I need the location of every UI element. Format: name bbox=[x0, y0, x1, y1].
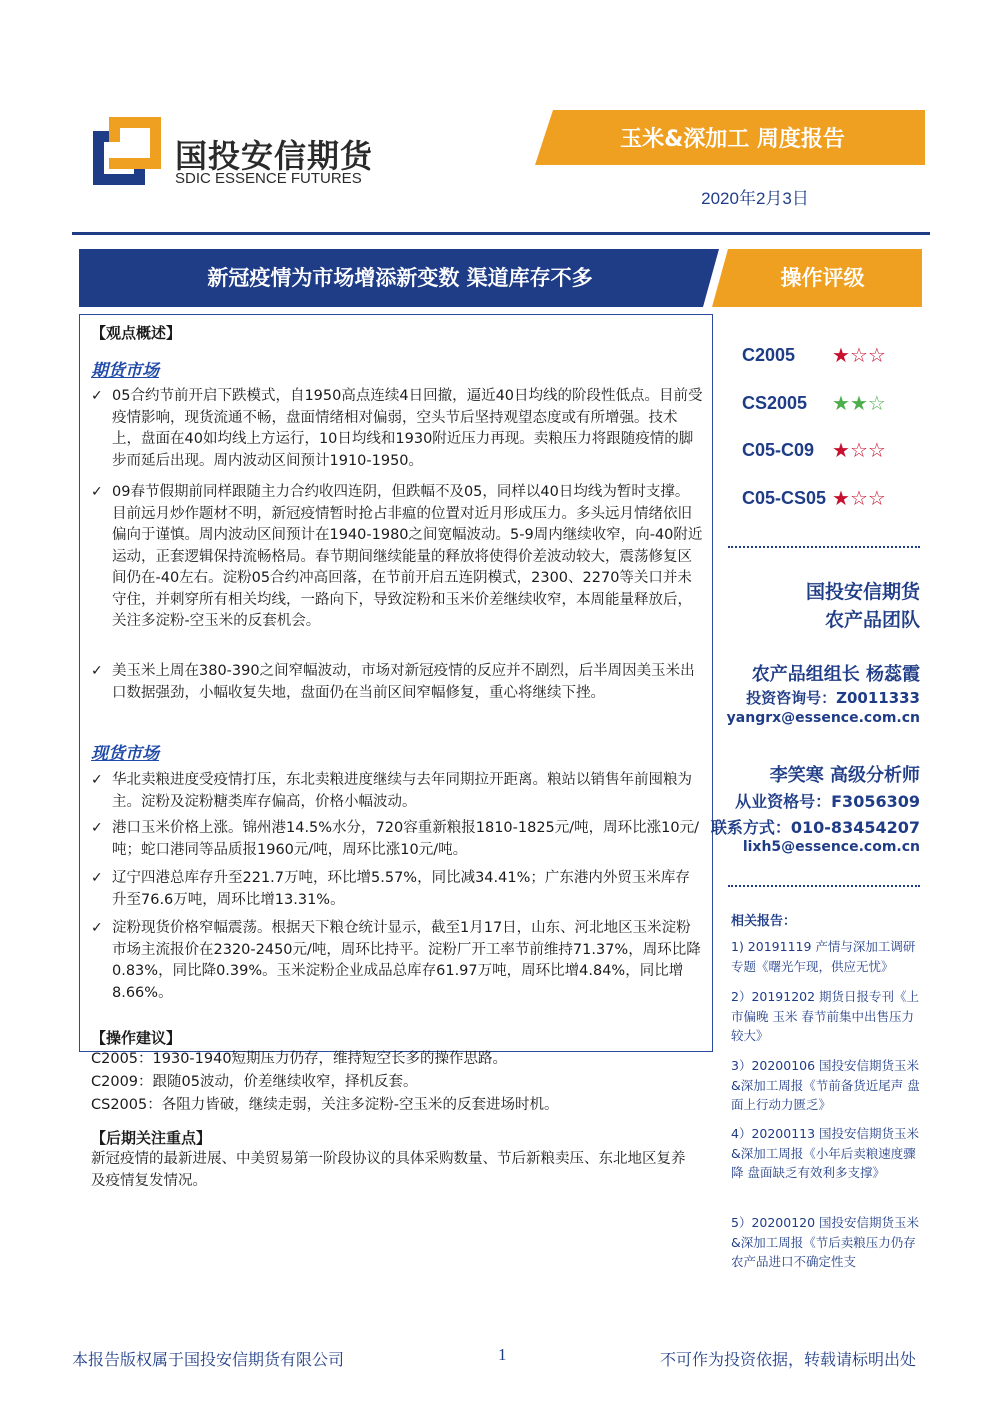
check-icon: ✓ bbox=[91, 920, 103, 936]
logo-text-en: SDIC ESSENCE FUTURES bbox=[175, 170, 362, 187]
operation-item: CS2005：各阻力皆破，继续走弱，关注多淀粉-空玉米的反套进场时机。 bbox=[91, 1097, 559, 1113]
star-empty-icon: ☆ bbox=[867, 391, 886, 415]
check-icon: ✓ bbox=[91, 870, 103, 886]
futures-bullet: ✓ 09春节假期前同样跟随主力合约收四连阴，但跌幅不及05，同样以40日均线为暂时支撑。目前远月炒作题材不明，新冠疫情暂时抢占非瘟的位置对近月形成压力。多头远月情绪依旧偏向于谨慎。周内波动区间预计在1940-1980之间宽幅波动。5-9周内继续收窄，向-40附近运动，正套逻辑保持流畅格局。春节期间继续能量的释放将使得价差波动较大，震荡修复区间仍在-40左右。淀粉05合约冲高回落，在节前开启五连阴模式，2300、2270等关口并未守住，并刺穿所有相关均线，一路向下，导致淀粉和玉米价差继续收窄，本周能量释放后，关注多淀粉-空玉米的反套机会。 bbox=[91, 484, 703, 629]
dotted-divider bbox=[728, 885, 920, 887]
star-filled-icon: ★ bbox=[832, 343, 850, 367]
operation-item: C2005：1930-1940短期压力仍存，维持短空长多的操作思路。 bbox=[91, 1051, 508, 1067]
star-empty-icon: ☆ bbox=[867, 438, 886, 462]
star-filled-icon: ★ bbox=[832, 391, 850, 415]
spot-bullet: ✓ 港口玉米价格上涨。锦州港14.5%水分，720容重新粮报1810-1825元/吨，周环比涨10元/吨；蛇口港同等品质报1960元/吨，周环比涨10元/吨。 bbox=[91, 820, 699, 858]
check-icon: ✓ bbox=[91, 820, 103, 836]
related-report-item[interactable]: 5）20200120 国投安信期货玉米&深加工周报《节后卖粮压力仍存 农产品进口不确定性支 bbox=[731, 1215, 920, 1269]
star-empty-icon: ☆ bbox=[867, 343, 886, 367]
analyst2-phone: 联系方式：010-83454207 bbox=[710, 818, 920, 837]
analyst2-title: 李笑寒 高级分析师 bbox=[769, 765, 920, 786]
related-report-item[interactable]: 4）20200113 国投安信期货玉米&深加工周报《小年后卖粮速度骤降 盘面缺乏有效利多支撑》 bbox=[731, 1126, 920, 1180]
star-empty-icon: ☆ bbox=[867, 486, 886, 510]
rating-stars bbox=[832, 391, 886, 415]
analyst2-cert: 从业资格号：F3056309 bbox=[735, 792, 920, 811]
analyst1-cert: 投资咨询号：Z0011333 bbox=[746, 689, 920, 707]
spot-market-heading: 现货市场 bbox=[91, 744, 159, 763]
futures-market-heading: 期货市场 bbox=[91, 361, 159, 380]
analyst1-title: 农产品组组长 杨蕊霞 bbox=[751, 664, 920, 685]
footer-copyright: 本报告版权属于国投安信期货有限公司 bbox=[72, 1350, 345, 1369]
logo-text-cn: 国投安信期货 bbox=[175, 137, 374, 175]
operation-item: C2009：跟随05波动，价差继续收窄，择机反套。 bbox=[91, 1074, 418, 1090]
related-reports-heading: 相关报告： bbox=[731, 914, 797, 929]
report-date: 2020年2月3日 bbox=[701, 189, 809, 208]
rating-stars bbox=[832, 343, 886, 367]
focus-heading: 【后期关注重点】 bbox=[91, 1129, 212, 1147]
related-report-item[interactable]: 1) 20191119 产情与深加工调研专题《曙光乍现，供应无忧》 bbox=[731, 939, 916, 974]
star-filled-icon: ★ bbox=[832, 438, 850, 462]
operation-heading: 【操作建议】 bbox=[91, 1029, 182, 1047]
related-report-item[interactable]: 3）20200106 国投安信期货玉米&深加工周报《节前备货近尾声 盘面上行动力匮乏》 bbox=[731, 1058, 920, 1112]
report-title: 新冠疫情为市场增添新变数 渠道库存不多 bbox=[207, 266, 593, 290]
focus-text: 新冠疫情的最新进展、中美贸易第一阶段协议的具体采购数量、节后新粮卖压、东北地区复养及疫情复发情况。 bbox=[91, 1151, 686, 1189]
rating-stars bbox=[832, 486, 886, 510]
check-icon: ✓ bbox=[91, 388, 103, 404]
rating-code: C2005 bbox=[742, 345, 796, 365]
dotted-divider bbox=[728, 546, 920, 548]
page-number: 1 bbox=[498, 1345, 507, 1364]
report-type: 玉米&深加工 周度报告 bbox=[620, 127, 845, 152]
overview-heading: 【观点概述】 bbox=[91, 324, 182, 342]
rating-code: C05-CS05 bbox=[742, 488, 827, 508]
futures-bullet: ✓ 05合约节前开启下跌模式，自1950高点连续4日回撤，逼近40日均线的阶段性低点。目前受疫情影响，现货流通不畅，盘面情绪相对偏弱，空头节后坚持观望态度或有所增强。技术上，盘面在40如均线上方运行，10日均线和1930附近压力再现。卖粮压力将跟随疫情的脚步而延后出现。周内波动区间预计1910-1950。 bbox=[91, 388, 703, 469]
header-divider bbox=[72, 232, 930, 235]
star-empty-icon: ☆ bbox=[849, 438, 868, 462]
company-logo-icon bbox=[93, 117, 161, 185]
futures-bullet: ✓ 美玉米上周在380-390之间窄幅波动，市场对新冠疫情的反应并不剧烈，后半周因美玉米出口数据强劲，小幅收复失地，盘面仍在当前区间窄幅修复，重心将继续下挫。 bbox=[91, 663, 695, 701]
analyst2-email: lixh5@essence.com.cn bbox=[742, 839, 920, 855]
team-name: 农产品团队 bbox=[824, 609, 920, 631]
check-icon: ✓ bbox=[91, 772, 103, 788]
star-empty-icon: ☆ bbox=[849, 486, 868, 510]
spot-bullet: ✓ 华北卖粮进度受疫情打压，东北卖粮进度继续与去年同期拉开距离。粮站以销售年前囤粮为主。淀粉及淀粉糖类库存偏高，价格小幅波动。 bbox=[91, 772, 692, 810]
rating-label: 操作评级 bbox=[780, 266, 865, 290]
spot-bullet: ✓ 淀粉现货价格窄幅震荡。根据天下粮仓统计显示，截至1月17日，山东、河北地区玉米淀粉市场主流报价在2320-2450元/吨，周环比持平。淀粉厂开工率节前维持71.37%，周环比降0.83%，同比降0.39%。玉米淀粉企业成品总库存61.97万吨，周环比增4.84%，同比增8.66%。 bbox=[91, 920, 701, 1001]
footer-disclaimer: 不可作为投资依据，转载请标明出处 bbox=[660, 1350, 917, 1369]
check-icon: ✓ bbox=[91, 663, 103, 679]
spot-bullet: ✓ 辽宁四港总库存升至221.7万吨，环比增5.57%，同比减34.41%；广东港内外贸玉米库存升至76.6万吨，周环比增13.31%。 bbox=[91, 870, 690, 908]
rating-code: C05-C09 bbox=[742, 440, 815, 460]
related-report-item[interactable]: 2）20191202 期货日报专刊《上市偏晚 玉米 春节前集中出售压力较大》 bbox=[731, 989, 920, 1043]
rating-stars bbox=[832, 438, 886, 462]
star-empty-icon: ☆ bbox=[849, 343, 868, 367]
star-filled-icon: ★ bbox=[849, 391, 868, 415]
analyst1-email: yangrx@essence.com.cn bbox=[726, 710, 920, 726]
check-icon: ✓ bbox=[91, 484, 103, 500]
star-filled-icon: ★ bbox=[832, 486, 850, 510]
rating-code: CS2005 bbox=[742, 393, 808, 413]
team-company: 国投安信期货 bbox=[805, 581, 920, 603]
